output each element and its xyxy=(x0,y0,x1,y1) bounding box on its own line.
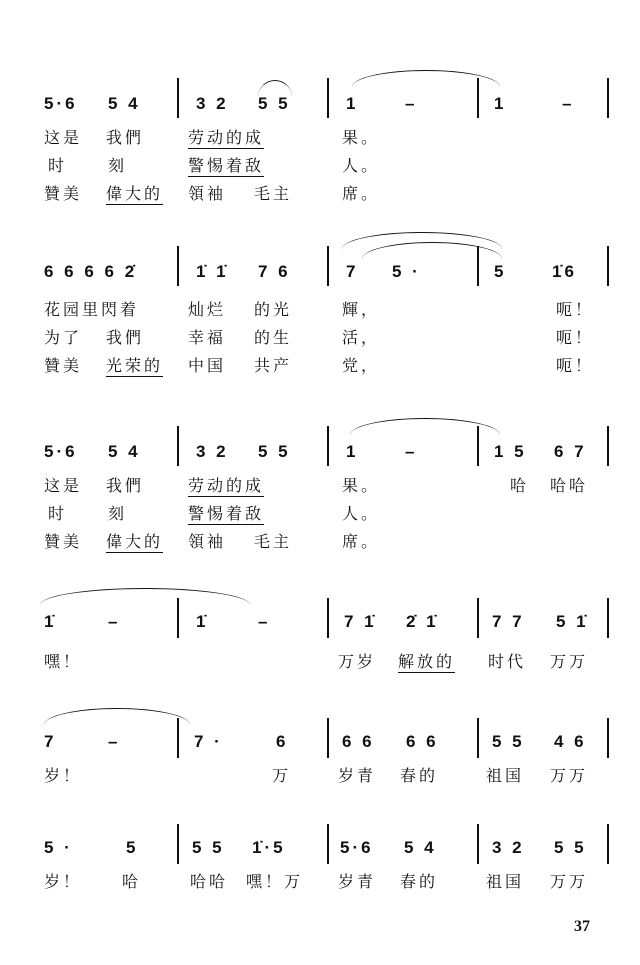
note: 7 6 xyxy=(258,262,291,281)
lyric: 春的 xyxy=(400,766,439,785)
lyric: 我們 xyxy=(106,328,145,347)
lyric: 呃！ xyxy=(556,328,595,347)
note: – xyxy=(405,442,418,461)
note: 5 4 xyxy=(108,94,141,113)
note: 1̇·5 xyxy=(252,838,286,857)
note: 5 5 xyxy=(554,838,587,857)
lyric: 万岁 xyxy=(338,652,377,671)
lyric: 席。 xyxy=(342,532,381,551)
slur xyxy=(44,708,190,725)
lyric: 春的 xyxy=(400,872,439,891)
bar-line xyxy=(607,78,609,118)
lyric: 万万 xyxy=(550,872,589,891)
note: 6 6 6 6 2̇ xyxy=(44,262,138,281)
note: 1̇ xyxy=(196,612,209,631)
lyric: 警惕着敌 xyxy=(188,156,265,175)
lyric: 党， xyxy=(342,356,381,375)
note: 5·6 xyxy=(44,94,78,113)
note: 6 6 xyxy=(406,732,439,751)
lyric: 活， xyxy=(342,328,381,347)
lyric: 岁青 xyxy=(338,872,377,891)
lyric: 万 xyxy=(272,766,292,785)
lyric: 果。 xyxy=(342,128,381,147)
lyric: 席。 xyxy=(342,184,381,203)
lyric: 人。 xyxy=(342,504,381,523)
lyric: 的生 xyxy=(254,328,293,347)
lyric: 偉大的 xyxy=(106,184,164,203)
note: 1̇ 1̇ xyxy=(196,262,229,281)
lyric: 呃！ xyxy=(556,300,595,319)
lyric: 这是 xyxy=(44,476,83,495)
note: 5·6 xyxy=(44,442,78,461)
lyric: 共产 xyxy=(254,356,293,375)
lyric: 嘿！ xyxy=(44,652,83,671)
note: 6 xyxy=(276,732,289,751)
lyric: 光荣的 xyxy=(106,356,164,375)
page-number: 37 xyxy=(574,918,590,935)
lyric: 解放的 xyxy=(398,652,456,671)
lyric: 中国 xyxy=(188,356,227,375)
lyric: 領袖 xyxy=(188,184,227,203)
bar-line xyxy=(607,598,609,638)
lyric: 哈 xyxy=(510,476,530,495)
note: 7 xyxy=(44,732,57,751)
note: 6 6 xyxy=(342,732,375,751)
lyric: 时 xyxy=(48,156,68,175)
note: 5 xyxy=(494,262,507,281)
slur xyxy=(40,588,250,605)
bar-line xyxy=(177,598,179,638)
lyric: 时 xyxy=(48,504,68,523)
note: 3 2 xyxy=(196,94,229,113)
note: 5 4 xyxy=(108,442,141,461)
lyric: 哈 xyxy=(122,872,142,891)
lyric: 时代 xyxy=(488,652,527,671)
bar-line xyxy=(327,426,329,466)
lyric: 贊美 xyxy=(44,532,83,551)
lyric: 灿烂 xyxy=(188,300,227,319)
note: 7 7 xyxy=(492,612,525,631)
note: 5·6 xyxy=(340,838,374,857)
lyric: 輝， xyxy=(342,300,381,319)
note: 1 xyxy=(346,442,359,461)
lyric: 劳动的成 xyxy=(188,128,265,147)
bar-line xyxy=(477,426,479,466)
bar-line xyxy=(607,246,609,286)
bar-line xyxy=(177,78,179,118)
note: 5 4 xyxy=(404,838,437,857)
bar-line xyxy=(477,598,479,638)
bar-line xyxy=(177,718,179,758)
bar-line xyxy=(477,78,479,118)
note: 5 · xyxy=(392,262,421,281)
note: – xyxy=(405,94,418,113)
lyric: 偉大的 xyxy=(106,532,164,551)
note: 4 6 xyxy=(554,732,587,751)
note: 5 5 xyxy=(258,442,291,461)
bar-line xyxy=(327,824,329,864)
lyric: 警惕着敌 xyxy=(188,504,265,523)
note: 7 1̇ xyxy=(344,612,377,631)
lyric: 花园里閃着 xyxy=(44,300,140,319)
note: – xyxy=(108,612,121,631)
note: – xyxy=(108,732,121,751)
lyric: 我們 xyxy=(106,476,145,495)
note: 3 2 xyxy=(492,838,525,857)
lyric: 万万 xyxy=(550,652,589,671)
bar-line xyxy=(607,426,609,466)
bar-line xyxy=(477,246,479,286)
lyric: 幸福 xyxy=(188,328,227,347)
note: 1 xyxy=(494,94,507,113)
lyric: 哈哈 xyxy=(190,872,229,891)
lyric: 果。 xyxy=(342,476,381,495)
bar-line xyxy=(327,78,329,118)
lyric: 我們 xyxy=(106,128,145,147)
bar-line xyxy=(607,718,609,758)
note: 1 5 xyxy=(494,442,527,461)
lyric: 的光 xyxy=(254,300,293,319)
lyric: 毛主 xyxy=(254,184,293,203)
lyric: 岁青 xyxy=(338,766,377,785)
lyric: 祖国 xyxy=(486,766,525,785)
lyric: 嘿！万 xyxy=(246,872,304,891)
note: 5 xyxy=(126,838,139,857)
note: 5 1̇ xyxy=(556,612,589,631)
note: 5 · xyxy=(44,838,73,857)
bar-line xyxy=(177,824,179,864)
lyric: 呃！ xyxy=(556,356,595,375)
bar-line xyxy=(477,824,479,864)
lyric: 人。 xyxy=(342,156,381,175)
lyric: 刻 xyxy=(108,504,128,523)
lyric: 岁！ xyxy=(44,766,83,785)
note: 6 7 xyxy=(554,442,587,461)
note: 5 5 xyxy=(192,838,225,857)
bar-line xyxy=(177,246,179,286)
lyric: 岁！ xyxy=(44,872,83,891)
bar-line xyxy=(477,718,479,758)
lyric: 領袖 xyxy=(188,532,227,551)
bar-line xyxy=(607,824,609,864)
lyric: 哈哈 xyxy=(550,476,589,495)
note: 5 5 xyxy=(258,94,291,113)
lyric: 刻 xyxy=(108,156,128,175)
lyric: 毛主 xyxy=(254,532,293,551)
bar-line xyxy=(327,598,329,638)
lyric: 万万 xyxy=(550,766,589,785)
note: 1̇ xyxy=(44,612,57,631)
bar-line xyxy=(327,718,329,758)
note: 1 xyxy=(346,94,359,113)
bar-line xyxy=(177,426,179,466)
note: 7 · xyxy=(194,732,223,751)
note: – xyxy=(562,94,575,113)
note: 1̇6 xyxy=(552,262,577,281)
lyric: 祖国 xyxy=(486,872,525,891)
bar-line xyxy=(327,246,329,286)
note: 3 2 xyxy=(196,442,229,461)
note: 2̇ 1̇ xyxy=(406,612,439,631)
lyric: 贊美 xyxy=(44,184,83,203)
lyric: 贊美 xyxy=(44,356,83,375)
note: 5 5 xyxy=(492,732,525,751)
lyric: 为了 xyxy=(44,328,83,347)
lyric: 这是 xyxy=(44,128,83,147)
note: 7 xyxy=(346,262,359,281)
lyric: 劳动的成 xyxy=(188,476,265,495)
note: – xyxy=(258,612,271,631)
